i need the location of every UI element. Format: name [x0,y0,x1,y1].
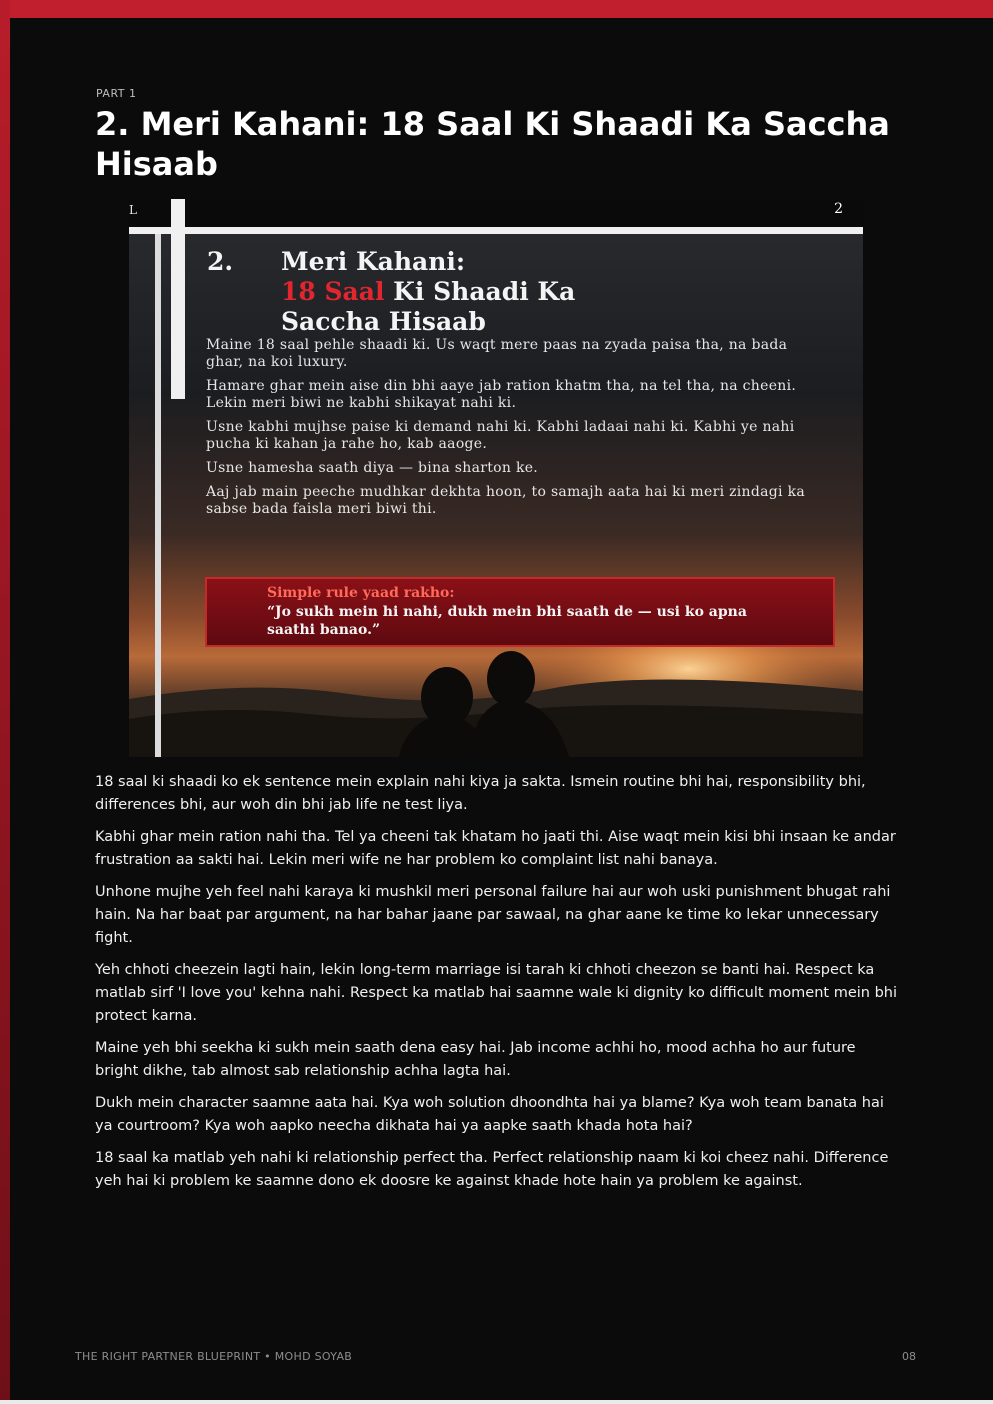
frame-line-horizontal [129,227,863,234]
body-paragraph: 18 saal ka matlab yeh nahi ki relationship perfect tha. Perfect relationship naam ki koi cheez nahi. Difference yeh hai ki problem ke saamne dono ek doosre ke against khade hote hain ya problem ke against. [95,1150,889,1189]
illustration-paragraph: Usne kabhi mujhse paise ki demand nahi ki. Kabhi ladaai nahi ki. Kabhi ye nahi pucha ki kahan ja rahe ho, kab aaoge. [206,419,795,452]
body-paragraph: 18 saal ki shaadi ko ek sentence mein explain nahi kiya ja sakta. Ismein routine bhi hai, responsibility bhi, differences bhi, aur woh din bhi jab life ne test liya. [95,774,866,813]
illustration-heading-line3: Saccha Hisaab [281,307,486,336]
frame-line-vertical [171,199,185,399]
illustration-heading-number: 2. [207,247,234,276]
illustration-heading-highlight: 18 Saal [281,277,385,306]
body-text [95,771,900,1202]
body-paragraph: Dukh mein character saamne aata hai. Kya woh solution dhoondhta hai ya blame? Kya woh team banata hai ya courtroom? Kya woh aapko neecha dikhata hai ya aapke saath khada hota hai? [95,1095,884,1134]
left-accent-bar [0,0,10,1404]
body-paragraph: Unhone mujhe yeh feel nahi karaya ki mushkil meri personal failure hai aur woh uski punishment bhugat rahi hain. Na har baat par argument, na har bahar jaane par sawaal, na ghar aane ke time ko lekar unnecessary fight. [95,884,891,946]
footer-page-number: 08 [902,1350,916,1363]
rule-callout-box [205,577,835,647]
illustration-page-number: 2 [834,201,843,217]
rule-quote: “Jo sukh mein hi nahi, dukh mein bhi saath de — usi ko apna saathi banao.” [267,604,747,638]
body-paragraph: Maine yeh bhi seekha ki sukh mein saath dena easy hai. Jab income achhi ho, mood achha ho aur future bright dikhe, tab almost sab relationship achha lagta hai. [95,1040,856,1079]
page-title: 2. Meri Kahani: 18 Saal Ki Shaadi Ka Saccha Hisaab [95,105,890,183]
illustration-text [206,337,826,525]
illustration-paragraph: Aaj jab main peeche mudhkar dekhta hoon, to samajh aata hai ki meri zindagi ka sabse bada faisla meri biwi thi. [206,484,806,517]
illustration-heading-line2: Ki Shaadi Ka [384,277,576,306]
section-kicker: PART 1 [96,87,137,100]
body-paragraph: Kabhi ghar mein ration nahi tha. Tel ya cheeni tak khatam ho jaati thi. Aise waqt mein kisi bhi insaan ke andar frustration aa sakti hai. Lekin meri wife ne har problem ko complaint list nahi banaya. [95,829,896,868]
corner-mark: L [129,203,137,217]
illustration-heading-line1: Meri Kahani: [281,247,466,276]
illustration-paragraph: Hamare ghar mein aise din bhi aaye jab ration khatm tha, na tel tha, na cheeni. Lekin meri biwi ne kabhi shikayat nahi ki. [206,378,797,411]
illustration-top-strip [129,199,863,227]
rule-label: Simple rule yaad rakho: [267,585,455,601]
chapter-illustration [129,199,863,757]
footer-book-title: THE RIGHT PARTNER BLUEPRINT • MOHD SOYAB [75,1350,353,1363]
illustration-paragraph: Maine 18 saal pehle shaadi ki. Us waqt mere paas na zyada paisa tha, na bada ghar, na koi luxury. [206,337,788,370]
body-paragraph: Yeh chhoti cheezein lagti hain, lekin long-term marriage isi tarah ki chhoti cheezon se banti hai. Respect ka matlab sirf 'I love you' kehna nahi. Respect ka matlab hai saamne wale ki dignity ko difficult moment mein bhi protect karna. [95,962,898,1024]
bottom-edge [0,1400,993,1404]
illustration-heading [207,247,827,337]
frame-line-vertical-2 [155,234,161,757]
top-accent-bar [0,0,993,18]
illustration-paragraph: Usne hamesha saath diya — bina sharton ke. [206,460,539,476]
